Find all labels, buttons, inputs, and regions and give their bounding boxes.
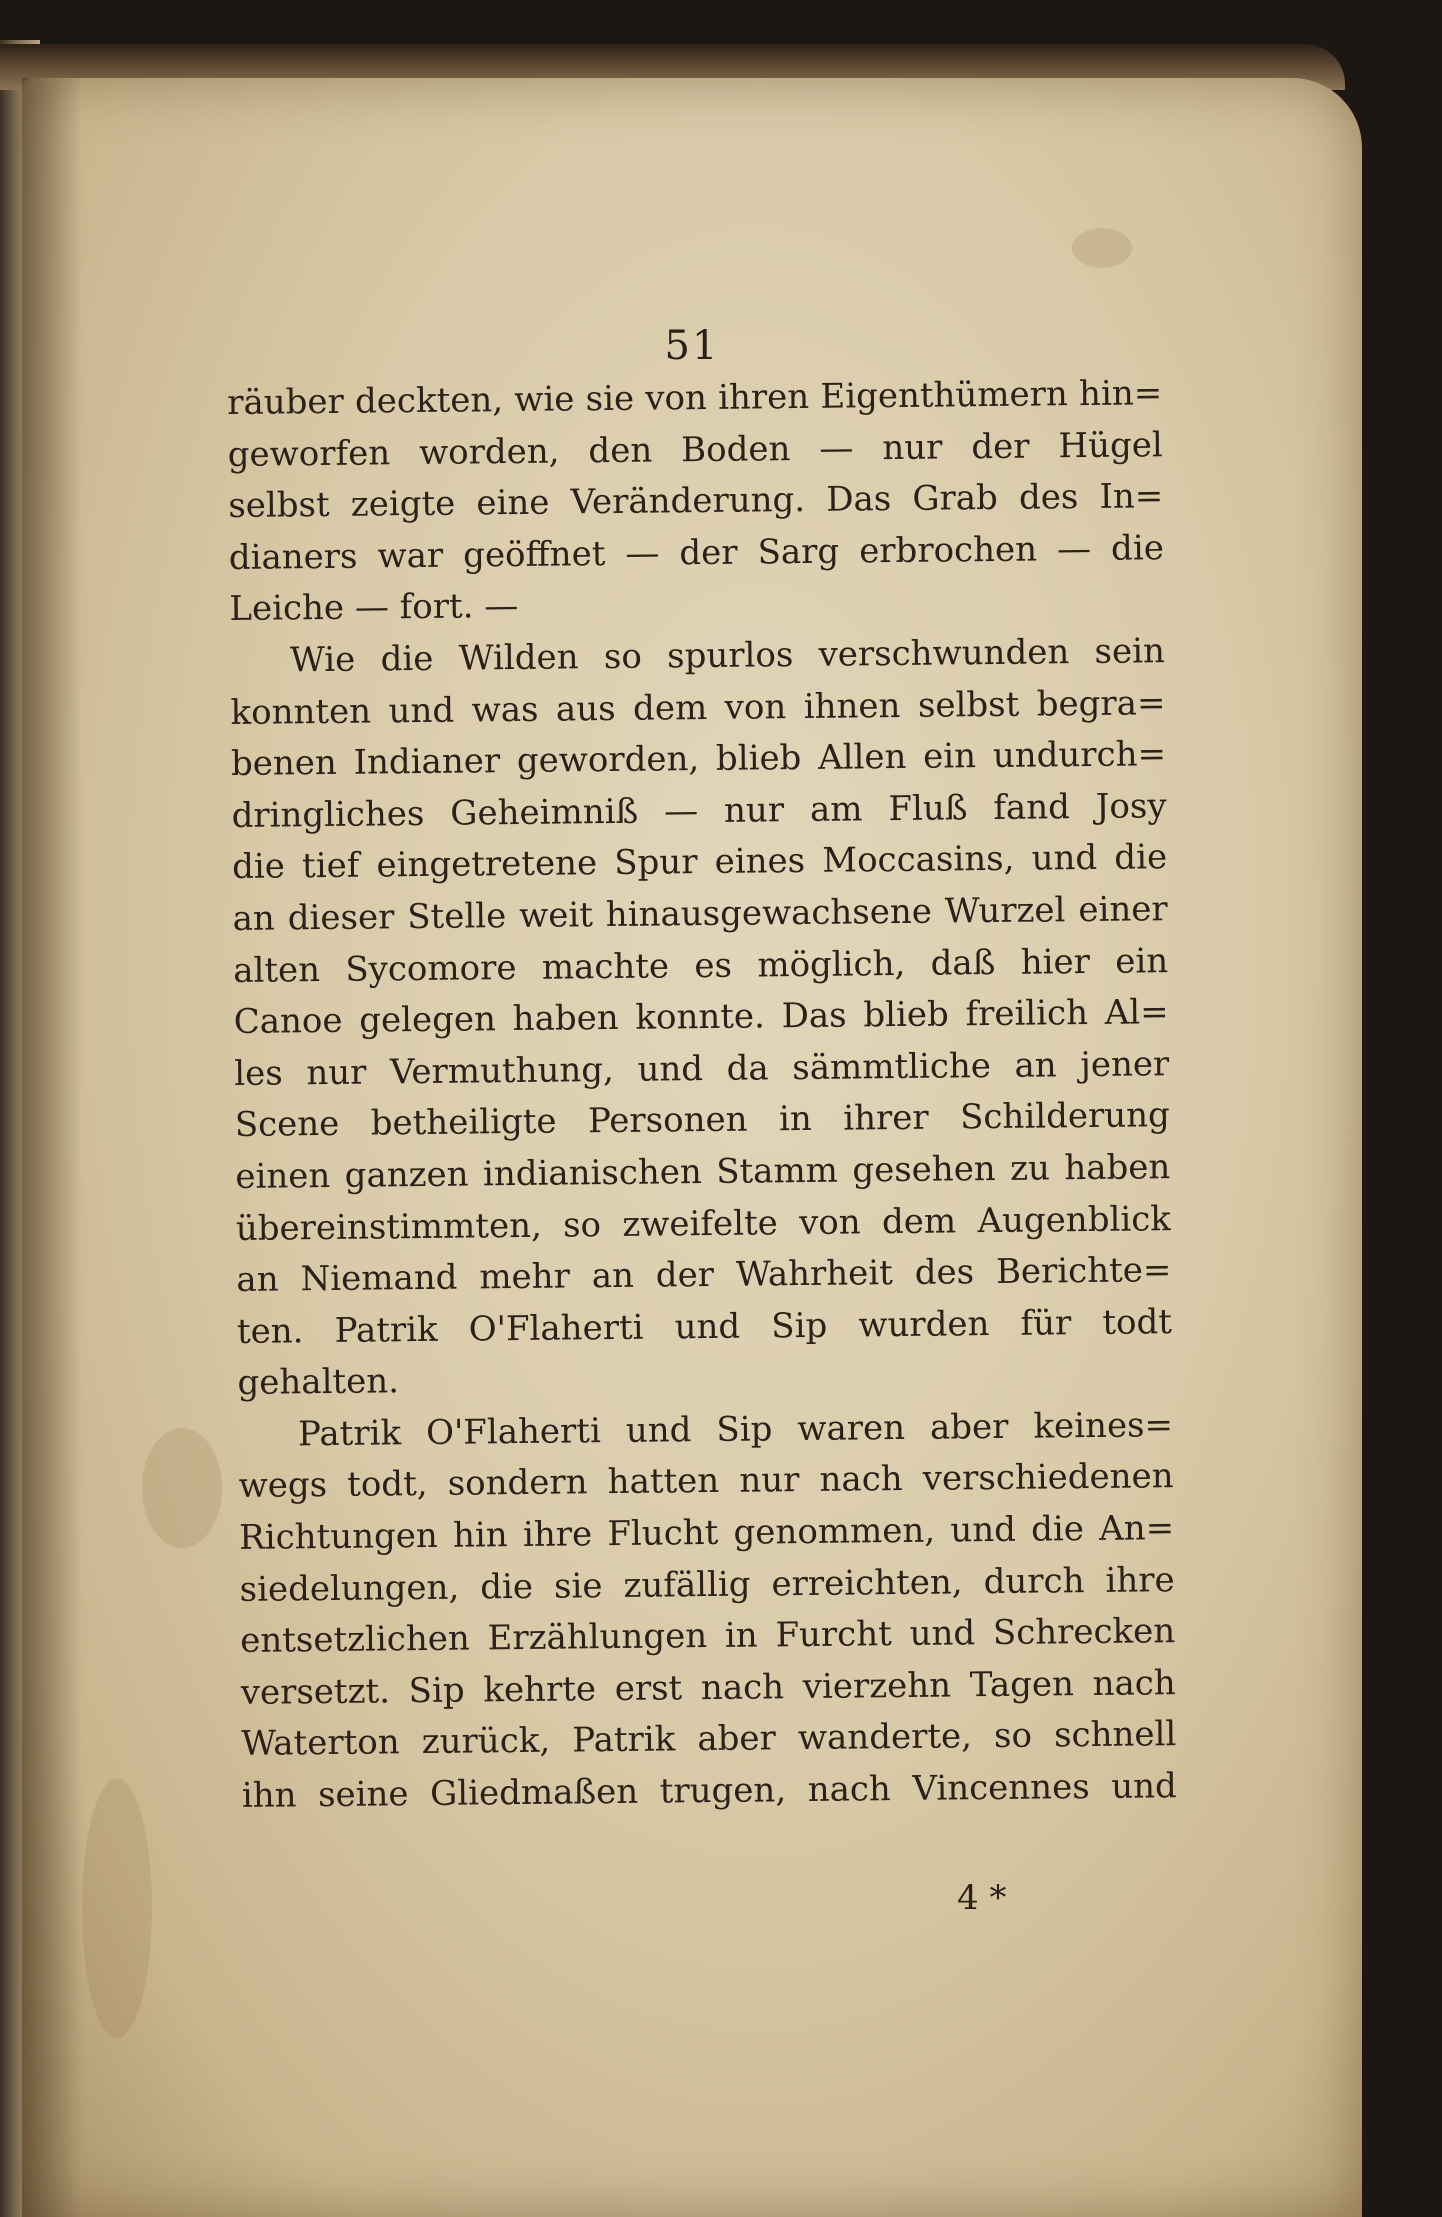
- text-line: an Niemand mehr an der Wahrheit des Berichte=: [236, 1250, 1172, 1301]
- text-line: Patrik O'Flaherti und Sip waren aber keines=: [297, 1405, 1174, 1455]
- text-line: entsetzlichen Erzählungen in Furcht und Schrecken: [240, 1611, 1176, 1662]
- text-line: einen ganzen indianischen Stamm gesehen zu haben: [235, 1147, 1171, 1197]
- text-line: geworfen worden, den Boden — nur der Hügel: [227, 424, 1163, 475]
- text-line: dringliches Geheimniß — nur am Fluß fand Josy: [231, 785, 1167, 836]
- text-line: Richtungen hin ihre Flucht genommen, und die An=: [238, 1508, 1175, 1558]
- text-line: räuber deckten, wie sie von ihren Eigenthümern hin=: [227, 373, 1163, 423]
- text-line: alten Sycomore machte es möglich, daß hier ein: [232, 940, 1169, 991]
- text-line: Leiche — fort. —: [229, 586, 519, 630]
- text-line: übereinstimmten, so zweifelte von dem Augenblick: [235, 1198, 1172, 1249]
- paper-stain: [142, 1428, 222, 1548]
- page-number: 51: [664, 323, 720, 369]
- text-line: Waterton zurück, Patrik aber wanderte, so schnell: [241, 1714, 1177, 1765]
- text-line: siedelungen, die sie zufällig erreichten, durch ihre: [239, 1559, 1175, 1610]
- paper-stain: [1072, 228, 1132, 268]
- book-page: [22, 78, 1362, 2217]
- text-line: ten. Patrik O'Flaherti und Sip wurden für todt: [236, 1301, 1173, 1352]
- text-line: Canoe gelegen haben konnte. Das blieb freilich Al=: [233, 992, 1169, 1043]
- text-line: an dieser Stelle weit hinausgewachsene Wurzel einer: [232, 889, 1168, 939]
- text-line: wegs todt, sondern hatten nur nach verschiedenen: [238, 1456, 1174, 1507]
- text-line: selbst zeigte eine Veränderung. Das Grab des In=: [228, 476, 1164, 527]
- text-line: ihn seine Gliedmaßen trugen, nach Vincennes und: [241, 1766, 1178, 1816]
- text-line: versetzt. Sip kehrte erst nach vierzehn Tagen nach: [240, 1662, 1176, 1713]
- text-line: dianers war geöffnet — der Sarg erbrochen — die: [228, 527, 1165, 578]
- paper-stain: [82, 1778, 152, 2038]
- text-line: Wie die Wilden so spurlos verschwunden sein: [289, 631, 1166, 681]
- text-line: gehalten.: [237, 1361, 400, 1404]
- body-text: [227, 368, 1177, 1822]
- text-line: benen Indianer geworden, blieb Allen ein undurch=: [230, 734, 1167, 785]
- gutter-shadow: [22, 78, 82, 2217]
- signature-mark: 4 *: [957, 1878, 1007, 1918]
- text-line: les nur Vermuthung, und da sämmtliche an jener: [234, 1043, 1170, 1094]
- text-line: die tief eingetretene Spur eines Moccasins, und die: [231, 837, 1168, 888]
- text-line: Scene betheiligte Personen in ihrer Schilderung: [234, 1095, 1170, 1146]
- text-line: konnten und was aus dem von ihnen selbst begra=: [230, 682, 1166, 733]
